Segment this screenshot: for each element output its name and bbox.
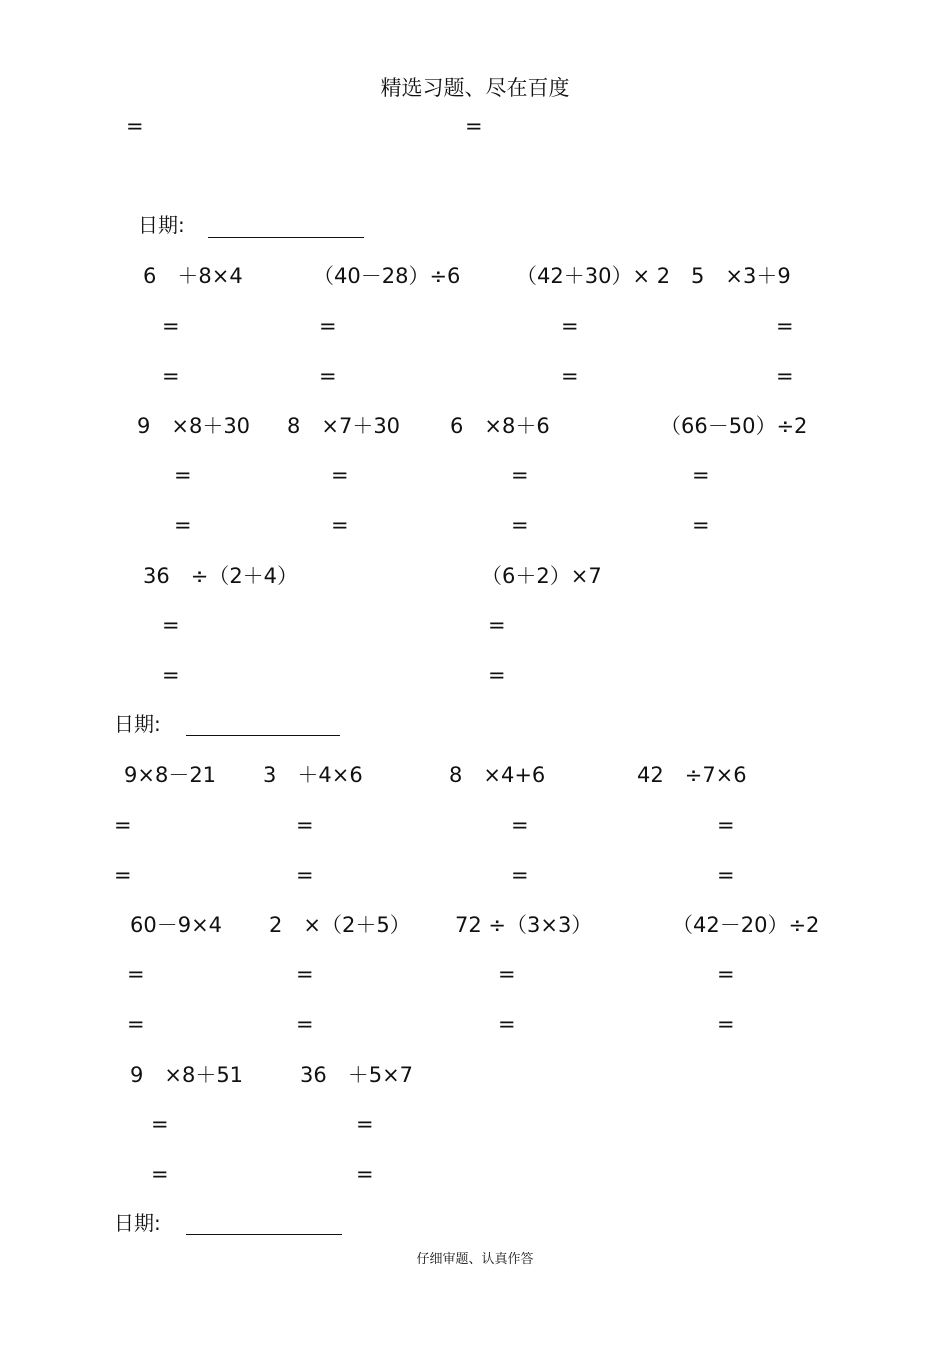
problem: 3 ＋4×6: [263, 763, 363, 787]
problem: 5 ×3＋9: [691, 264, 791, 288]
problem: 2 ×（2＋5）: [269, 913, 411, 937]
equals-sign: =: [717, 1012, 735, 1036]
equals-sign: =: [114, 863, 132, 887]
equals-sign: =: [127, 1012, 145, 1036]
equals-sign: =: [511, 863, 529, 887]
page-footer: 仔细审题、认真作答: [416, 1252, 534, 1267]
date-blank-line: [186, 735, 340, 736]
problem: 9 ×8＋51: [130, 1063, 244, 1087]
equals-sign: =: [331, 463, 349, 487]
date-blank-line: [186, 1234, 342, 1235]
equals-sign: =: [162, 613, 180, 637]
equals-sign: =: [356, 1112, 374, 1136]
equals-sign: =: [776, 364, 794, 388]
date-label: 日期:: [114, 712, 161, 736]
date-blank-line: [208, 237, 364, 238]
equals-sign: =: [692, 463, 710, 487]
equals-sign: =: [126, 114, 144, 138]
equals-sign: =: [151, 1112, 169, 1136]
equals-sign: =: [319, 314, 337, 338]
problem: 72 ÷（3×3）: [455, 913, 593, 937]
problem: 42 ÷7×6: [637, 763, 747, 787]
problem: 6 ×8＋6: [450, 414, 550, 438]
equals-sign: =: [776, 314, 794, 338]
equals-sign: =: [717, 962, 735, 986]
equals-sign: =: [127, 962, 145, 986]
equals-sign: =: [561, 314, 579, 338]
problem: 8 ×4+6: [449, 763, 546, 787]
equals-sign: =: [296, 863, 314, 887]
equals-sign: =: [114, 813, 132, 837]
problem: （40－28）÷6: [313, 264, 461, 288]
equals-sign: =: [498, 1012, 516, 1036]
equals-sign: =: [296, 962, 314, 986]
problem: 9×8－21: [124, 763, 217, 787]
page-title: 精选习题、尽在百度: [380, 76, 570, 100]
equals-sign: =: [488, 663, 506, 687]
date-label: 日期:: [114, 1211, 161, 1235]
problem: 36 ÷（2＋4）: [143, 564, 299, 588]
equals-sign: =: [488, 613, 506, 637]
problem: （42＋30）× 2: [516, 264, 671, 288]
equals-sign: =: [692, 513, 710, 537]
equals-sign: =: [498, 962, 516, 986]
equals-sign: =: [356, 1162, 374, 1186]
problem: 6 ＋8×4: [143, 264, 243, 288]
equals-sign: =: [561, 364, 579, 388]
equals-sign: =: [717, 813, 735, 837]
equals-sign: =: [511, 513, 529, 537]
problem: （6＋2）×7: [481, 564, 602, 588]
equals-sign: =: [174, 513, 192, 537]
equals-sign: =: [162, 663, 180, 687]
problem: （42－20）÷2: [672, 913, 820, 937]
equals-sign: =: [151, 1162, 169, 1186]
equals-sign: =: [465, 114, 483, 138]
equals-sign: =: [717, 863, 735, 887]
equals-sign: =: [296, 1012, 314, 1036]
equals-sign: =: [162, 364, 180, 388]
problem: 60－9×4: [130, 913, 223, 937]
date-label: 日期:: [138, 213, 185, 237]
problem: 9 ×8＋30: [137, 414, 251, 438]
problem: 36 ＋5×7: [300, 1063, 414, 1087]
problem: （66－50）÷2: [660, 414, 808, 438]
equals-sign: =: [331, 513, 349, 537]
equals-sign: =: [162, 314, 180, 338]
equals-sign: =: [296, 813, 314, 837]
equals-sign: =: [511, 813, 529, 837]
problem: 8 ×7＋30: [287, 414, 401, 438]
equals-sign: =: [511, 463, 529, 487]
equals-sign: =: [319, 364, 337, 388]
equals-sign: =: [174, 463, 192, 487]
